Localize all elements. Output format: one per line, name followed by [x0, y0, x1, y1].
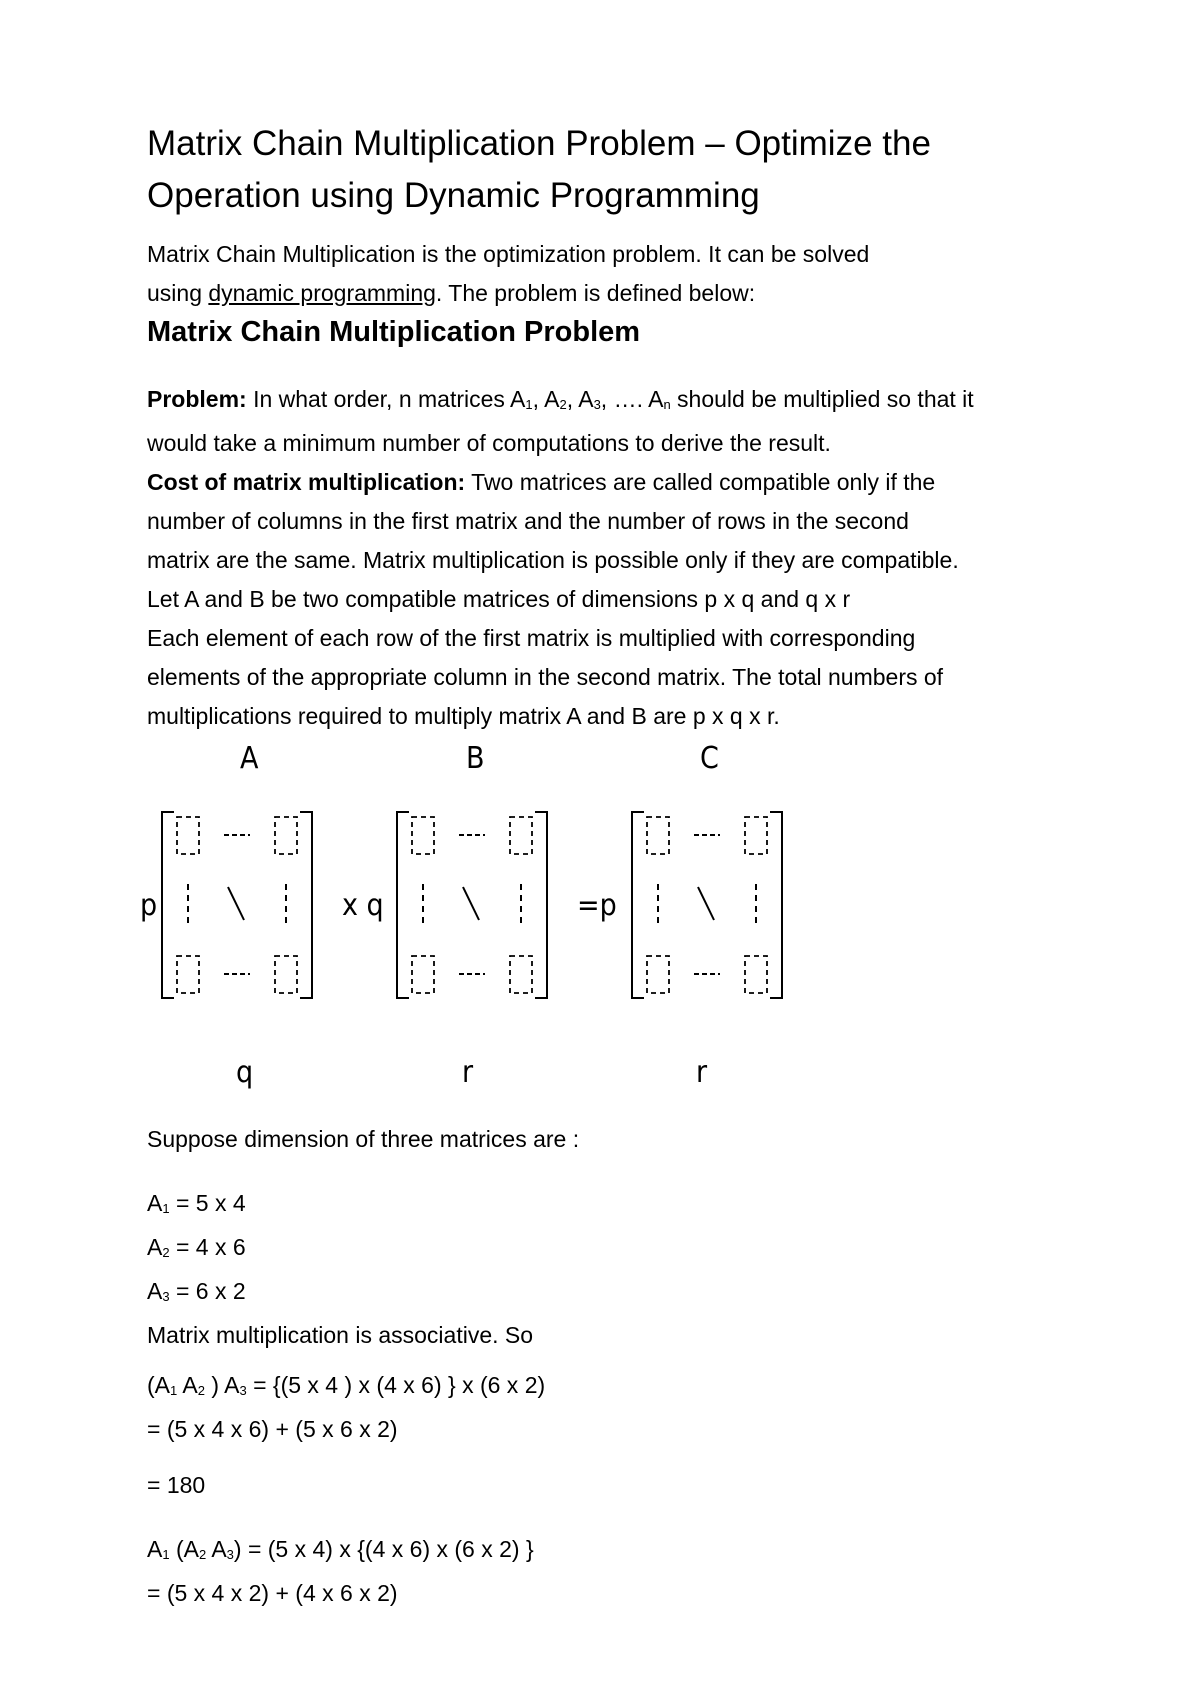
col-label-q: q: [236, 1055, 254, 1090]
cost-line-4: Let A and B be two compatible matrices of dimensions p x q and q x r: [147, 586, 851, 612]
page-title: [147, 118, 1087, 222]
example-intro: Suppose dimension of three matrices are :: [147, 1126, 580, 1152]
problem-text: In what order, n matrices A: [246, 386, 526, 412]
expr-text: (A: [169, 1536, 199, 1562]
expression-1-line-1: [147, 1366, 1067, 1410]
expression-2-line-1: [147, 1530, 1067, 1574]
problem-label: Problem:: [147, 386, 247, 412]
intro-line-1: Matrix Chain Multiplication is the optimization problem. It can be solved: [147, 241, 870, 267]
operator-times-q: x q: [342, 888, 384, 923]
matrix-c-diagonal-ellipsis: [698, 887, 714, 920]
intro-text: . The problem is defined below:: [435, 280, 756, 306]
intro-text: using: [147, 280, 209, 306]
matrix-b-cell-3: [510, 956, 532, 993]
dimension-a2: [147, 1228, 1067, 1272]
problem-text: should be multiplied so that it: [670, 386, 974, 412]
cost-line-7: multiplications required to multiply matrix A and B are p x q x r.: [147, 703, 780, 729]
operator-equals-p: =p: [577, 888, 617, 923]
cost-text: Two matrices are called compatible only if the: [465, 469, 936, 495]
matrix-name: A: [147, 1190, 163, 1216]
matrix-c-cell-2: [647, 956, 669, 993]
subscript: 1: [525, 397, 533, 412]
expr-text: A: [147, 1536, 163, 1562]
subscript: 3: [239, 1383, 247, 1398]
matrix-a-cell-3: [275, 956, 297, 993]
matrix-name: A: [147, 1234, 163, 1260]
dynamic-programming-link[interactable]: dynamic programming: [208, 280, 436, 306]
subscript: 3: [162, 1289, 170, 1304]
subscript: n: [663, 397, 671, 412]
matrix-c-right-bracket: [770, 812, 782, 998]
cost-line-6: elements of the appropriate column in the second matrix. The total numbers of: [147, 664, 944, 690]
subscript: 3: [226, 1547, 234, 1562]
matrix-label-c: C: [700, 741, 719, 776]
problem-text: , A: [566, 386, 594, 412]
cost-line-5: Each element of each row of the first matrix is multiplied with corresponding: [147, 625, 916, 651]
expr-text: ) A: [204, 1372, 240, 1398]
row-label-p: p: [140, 888, 158, 923]
matrix-a-cell-2: [177, 956, 199, 993]
cost-label: Cost of matrix multiplication:: [147, 469, 466, 495]
problem-text: , A: [532, 386, 560, 412]
expr-text: A: [206, 1536, 227, 1562]
subscript: 2: [198, 1547, 207, 1562]
dimension-value: = 5 x 4: [169, 1190, 246, 1216]
subscript: 2: [162, 1245, 170, 1260]
dimension-value: = 6 x 2: [169, 1278, 246, 1304]
problem-text: , …. A: [600, 386, 664, 412]
matrix-b-left-bracket: [397, 812, 409, 998]
section-heading: Matrix Chain Multiplication Problem: [147, 316, 641, 348]
matrix-c-left-bracket: [632, 812, 644, 998]
matrix-name: A: [147, 1278, 163, 1304]
subscript: 2: [197, 1383, 205, 1398]
expression-2-line-2: = (5 x 4 x 2) + (4 x 6 x 2): [147, 1580, 398, 1606]
matrix-b-diagonal-ellipsis: [463, 887, 479, 920]
matrix-a-right-bracket: [300, 812, 312, 998]
matrix-c-cell-1: [745, 817, 767, 854]
problem-line-1: [147, 380, 1067, 424]
col-label-r: r: [462, 1055, 474, 1090]
matrix-b-cell-0: [412, 817, 434, 854]
matrix-label-b: B: [466, 741, 485, 776]
expr-text: (A: [147, 1372, 170, 1398]
expression-2: [147, 1530, 1067, 1613]
intro-line-2: [147, 274, 1067, 313]
matrix-a-cell-0: [177, 817, 199, 854]
matrix-label-a: A: [240, 741, 259, 776]
subscript: 2: [559, 397, 567, 412]
dimensions-list: [147, 1184, 1067, 1355]
subscript: 1: [162, 1201, 170, 1216]
cost-line-3: matrix are the same. Matrix multiplication is possible only if they are compatible.: [147, 547, 959, 573]
problem-line-2: would take a minimum number of computations to derive the result.: [147, 430, 831, 456]
expression-1: [147, 1366, 1067, 1449]
subscript: 1: [162, 1547, 170, 1562]
subscript: 3: [593, 397, 601, 412]
col-label-r: r: [696, 1055, 708, 1090]
expr-text: ) = (5 x 4) x {(4 x 6) x (6 x 2) }: [233, 1536, 534, 1562]
dimension-a1: [147, 1184, 1067, 1228]
matrix-b-cell-1: [510, 817, 532, 854]
matrix-c-cell-3: [745, 956, 767, 993]
intro-paragraph: [147, 235, 1067, 313]
title-line-1: Matrix Chain Multiplication Problem – Optimize the: [147, 124, 931, 163]
cost-line-1: [147, 463, 1067, 502]
matrix-b-right-bracket: [535, 812, 547, 998]
dimension-a3: [147, 1272, 1067, 1316]
associative-note: Matrix multiplication is associative. So: [147, 1322, 534, 1348]
matrix-b-cell-2: [412, 956, 434, 993]
expression-1-result: = 180: [147, 1472, 206, 1498]
title-line-2: Operation using Dynamic Programming: [147, 176, 760, 215]
matrix-multiplication-diagram: [140, 740, 800, 1100]
expr-text: A: [177, 1372, 198, 1398]
dimension-value: = 4 x 6: [169, 1234, 246, 1260]
matrix-a-left-bracket: [162, 812, 174, 998]
matrix-a-cell-1: [275, 817, 297, 854]
matrix-c-cell-0: [647, 817, 669, 854]
subscript: 1: [170, 1383, 178, 1398]
problem-paragraph: [147, 380, 1067, 736]
cost-line-2: number of columns in the first matrix and the number of rows in the second: [147, 508, 909, 534]
expr-text: = {(5 x 4 ) x (4 x 6) } x (6 x 2): [246, 1372, 546, 1398]
expression-1-line-2: = (5 x 4 x 6) + (5 x 6 x 2): [147, 1416, 398, 1442]
matrix-a-diagonal-ellipsis: [228, 887, 244, 920]
